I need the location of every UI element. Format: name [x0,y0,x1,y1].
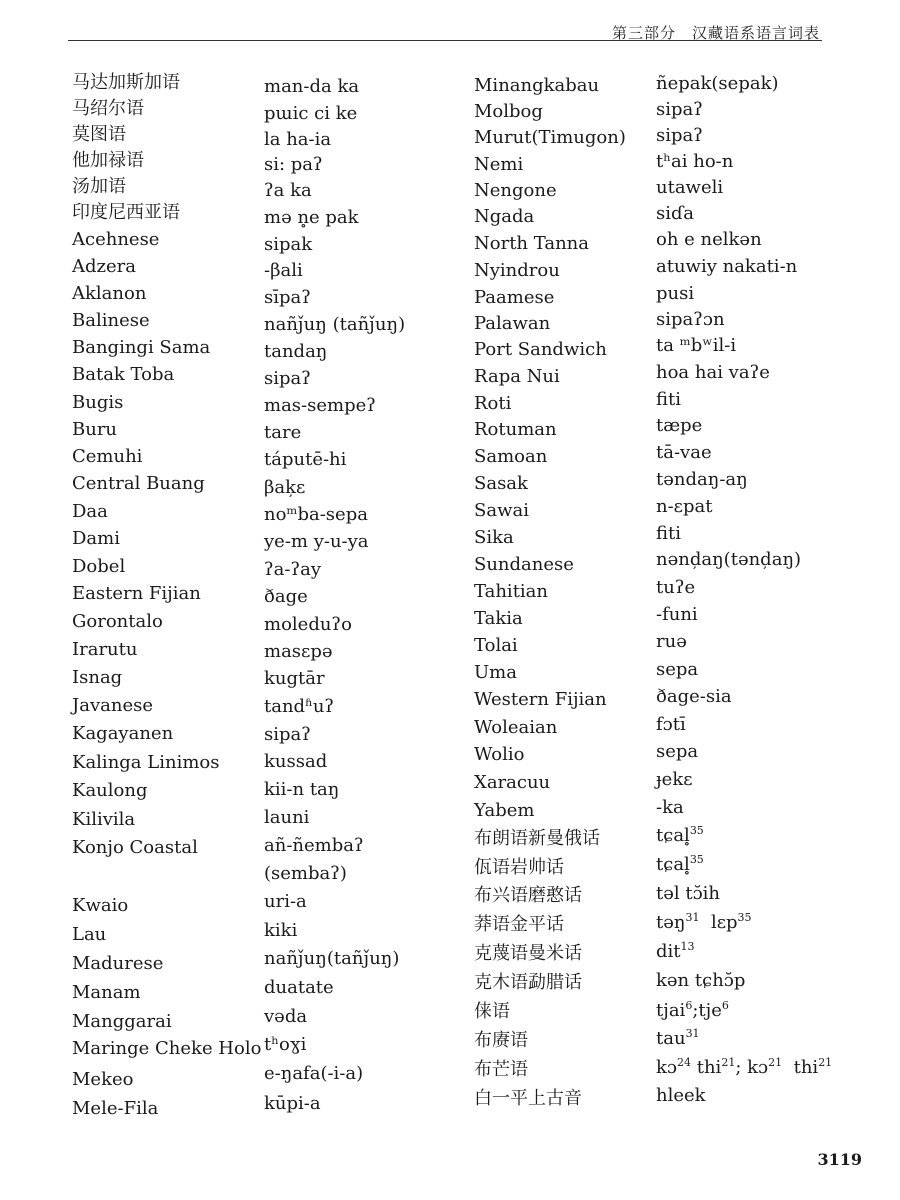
word-form: sīpaʔ [264,287,311,308]
word-form-toned [656,1057,832,1079]
language-name: Manggarai [72,1011,172,1032]
language-name: Western Fijian [474,689,607,710]
word-form: təndaŋ-aŋ [656,469,748,490]
word-form: (sembaʔ) [264,863,347,884]
language-name: 布赓语 [474,1030,528,1051]
language-name: Ngada [474,206,535,227]
word-form: ɟekɛ [656,769,693,790]
language-name: Kagayanen [72,723,174,744]
word-form: kən tɕhɔ̆p [656,970,746,991]
tone-number: 31 [685,1027,700,1040]
word-form: kugtār [264,668,325,689]
language-name: Central Buang [72,473,205,494]
tone-number: 6 [685,999,693,1012]
language-name: Isnag [72,667,123,688]
word-form-toned [656,941,695,963]
word-form: mas-sempeʔ [264,395,376,416]
word-form: lɛp [710,912,738,933]
word-form: tuʔe [656,577,696,598]
tone-number: 35 [689,824,704,837]
word-form: sepa [656,659,699,680]
word-form: thi [793,1057,819,1078]
word-form: fiti [656,523,681,544]
language-name: 他加禄语 [72,150,144,171]
word-form: añ-ñembaʔ [264,835,364,856]
word-form: utaweli [656,177,724,198]
language-name: 汤加语 [72,176,126,197]
word-form-toned [656,854,704,876]
word-form: ʔa ka [264,180,312,201]
word-form: βak̦ɛ [264,477,306,498]
word-form: si: paʔ [264,154,323,175]
language-name: 克蔑语曼米话 [474,943,582,964]
word-form: sipaʔ [656,99,703,120]
language-name: 莫图语 [72,124,126,145]
word-form: təl tɔ̆ih [656,883,721,904]
word-form: ðage-sia [656,686,732,707]
language-name: Yabem [474,800,535,821]
language-name: Paamese [474,287,555,308]
language-name: Manam [72,982,141,1003]
word-form: masɛpə [264,641,333,662]
language-name: Daa [72,501,108,522]
word-form: ruə [656,631,687,652]
tone-number: 31 [685,911,700,924]
word-form-toned [656,825,704,847]
word-form: oh e nelkən [656,229,762,250]
language-name: Samoan [474,446,548,467]
word-form: siɗa [656,203,695,224]
word-form: kɔ [747,1057,769,1078]
word-form: launi [264,807,310,828]
word-form: ñepak(sepak) [656,73,779,94]
language-name: Palawan [474,313,551,334]
language-name: 白一平上古音 [474,1088,582,1109]
language-name: 马绍尔语 [72,98,144,119]
word-form: kussad [264,751,328,772]
word-form: fiti [656,389,681,410]
word-form: nənd̦aŋ(tənd̦aŋ) [656,549,802,570]
word-form-toned [656,1000,729,1022]
header-title: 第三部分 汉藏语系语言词表 [611,24,820,42]
word-form: atuwiy nakati-n [656,256,798,277]
page-number: 3119 [817,1150,862,1169]
word-form: nañǰuŋ(tañǰuŋ) [264,948,400,969]
language-name: 印度尼西亚语 [72,202,180,223]
language-name: 佤语岩帅话 [474,857,564,878]
word-form: kii-n taŋ [264,779,340,800]
word-form: uri-a [264,891,307,912]
word-form: man-da ka [264,76,360,97]
language-name: Tahitian [474,581,549,602]
separator: ; [735,1057,742,1078]
language-name: Dami [72,528,120,549]
word-form: sepa [656,741,699,762]
language-name: Roti [474,393,512,414]
word-form: ;tje [692,1000,722,1021]
language-name: 莽语金平话 [474,914,564,935]
language-name: Minangkabau [474,75,600,96]
language-name: Molbog [474,101,543,122]
language-name: Sika [474,527,514,548]
word-form: sipak [264,234,313,255]
word-form: -funi [656,604,698,625]
word-form: thi [696,1057,722,1078]
language-name: 马达加斯加语 [72,72,180,93]
language-name: Adzera [72,256,136,277]
word-form: sipaʔ [264,724,311,745]
word-form: e-ŋafa(-i-a) [264,1063,364,1084]
word-form-toned [656,1028,700,1050]
word-form: tʰai ho-n [656,151,734,172]
word-form: tæpe [656,415,703,436]
language-name: Rotuman [474,419,557,440]
language-name: Acehnese [72,229,160,250]
language-name: Nengone [474,180,557,201]
language-name: Aklanon [72,283,147,304]
language-name: 布兴语磨憨话 [474,885,582,906]
language-name: Irarutu [72,639,138,660]
word-form: təŋ [656,912,686,933]
word-form: tjai [656,1000,686,1021]
language-name: Kaulong [72,780,148,801]
language-name: Lau [72,924,107,945]
language-name: 俫语 [474,1001,510,1022]
language-name: Balinese [72,310,150,331]
word-form: ye-m y-u-ya [264,531,369,552]
language-name: Wolio [474,744,525,765]
word-form: tā-vae [656,442,712,463]
language-name: Dobel [72,556,126,577]
word-form: ta ᵐbʷil-i [656,335,737,356]
word-form: kɔ [656,1057,677,1078]
language-name: Uma [474,662,517,683]
word-form: n-ɛpat [656,496,713,517]
word-form: tandaŋ [264,341,328,362]
word-form: kūpi-a [264,1093,321,1114]
word-form: ʔa-ʔay [264,559,322,580]
language-name: Nyindrou [474,260,560,281]
language-name: Port Sandwich [474,339,607,360]
language-name: Sasak [474,473,528,494]
word-form: mə n̥e pak [264,207,359,228]
language-name: Kwaio [72,895,129,916]
language-name: Buru [72,419,118,440]
language-name: Gorontalo [72,611,163,632]
word-form: vəda [264,1006,308,1027]
word-form: duatate [264,977,334,998]
word-form: tɕal̥ [656,825,690,846]
language-name: Murut(Timugon) [474,127,626,148]
language-name: Cemuhi [72,446,143,467]
word-form: tare [264,422,302,443]
tone-number: 21 [818,1056,833,1069]
language-name: Takia [474,608,523,629]
tone-number: 13 [680,940,695,953]
language-name: Madurese [72,953,164,974]
tone-number: 35 [689,853,704,866]
language-name: Mekeo [72,1069,134,1090]
language-name: Javanese [72,695,153,716]
word-form: dit [656,941,681,962]
word-form: táputē-hi [264,449,347,470]
word-form: hleek [656,1085,706,1106]
word-form: tau [656,1028,686,1049]
language-name: Tolai [474,635,518,656]
language-name: Batak Toba [72,364,175,385]
language-name: Rapa Nui [474,366,560,387]
word-form: sipaʔɔn [656,309,725,330]
language-name: Bugis [72,392,124,413]
language-name: Sundanese [474,554,574,575]
language-name: Bangingi Sama [72,337,211,358]
word-form: nañǰuŋ (tañǰuŋ) [264,314,406,335]
word-form: hoa hai vaʔe [656,362,770,383]
word-form: tɕal̥ [656,854,690,875]
word-form: ðage [264,586,308,607]
word-form: sipaʔ [264,368,311,389]
word-form: moleduʔo [264,614,352,635]
word-form: pɯic ci ke [264,103,358,124]
language-name: Eastern Fijian [72,583,201,604]
word-form-toned [656,912,752,934]
header-rule [68,40,822,41]
language-name: 布芒语 [474,1059,528,1080]
word-form: tandʱuʔ [264,696,335,717]
tone-number: 21 [768,1056,783,1069]
language-name: Sawai [474,500,529,521]
tone-number: 21 [721,1056,736,1069]
word-form: la ha-ia [264,129,332,150]
word-form: pusi [656,283,695,304]
word-form: sipaʔ [656,125,703,146]
language-name: 克木语勐腊话 [474,972,582,993]
tone-number: 6 [721,999,729,1012]
language-name: Mele-Fila [72,1098,159,1119]
language-name: Maringe Cheke Holo [72,1038,262,1059]
tone-number: 24 [677,1056,691,1069]
language-name: Xaracuu [474,772,551,793]
language-name: North Tanna [474,233,589,254]
language-name: Kilivila [72,809,136,830]
tone-number: 35 [737,911,752,924]
language-name: 布朗语新曼俄话 [474,828,600,849]
word-form: fɔtī [656,714,686,735]
language-name: Nemi [474,154,524,175]
language-name: Konjo Coastal [72,837,198,858]
language-name: Woleaian [474,717,558,738]
word-form: noᵐba-sepa [264,504,368,525]
word-form: -βali [264,260,303,281]
word-form: tʰoɣi [264,1034,307,1055]
language-name: Kalinga Linimos [72,752,220,773]
word-form: kiki [264,920,298,941]
word-form: -ka [656,797,684,818]
